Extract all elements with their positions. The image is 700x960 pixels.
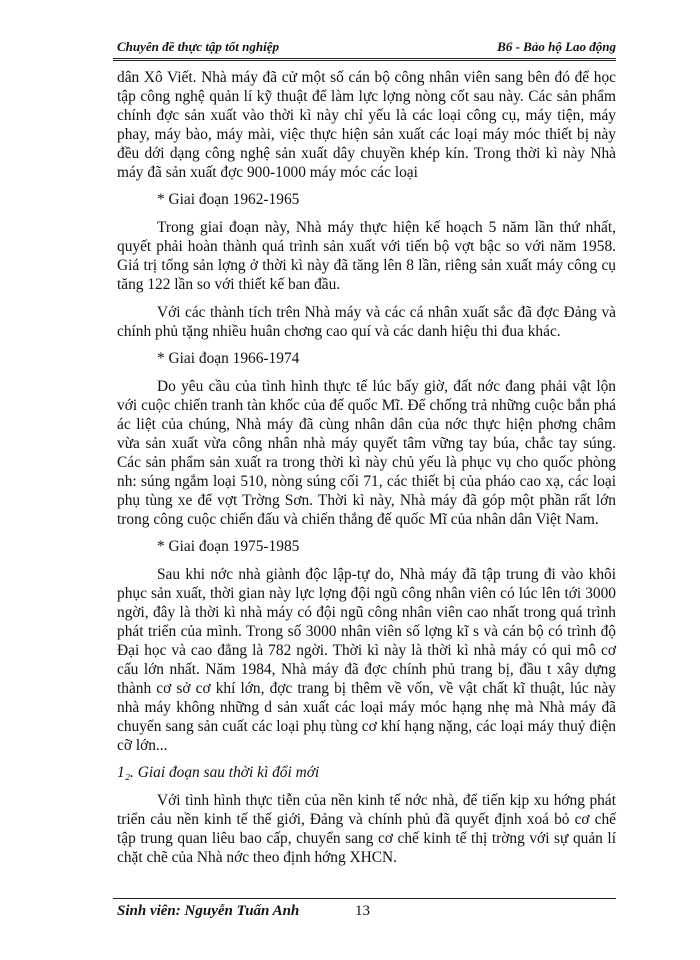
page-number: 13 <box>355 903 370 919</box>
section-heading-1962: * Giai đoạn 1962-1965 <box>157 191 300 208</box>
paragraph-2: Trong giai đoạn này, Nhà máy thực hiện kế hoạch 5 năm lần thứ nhất, quyết phải hoàn thành quá trình sản xuất với tiến bộ vợt bậc so với năm 1958. Giá trị tổng sản lợng ở thời kì này đã tăng lên 8 lần, riêng sản xuất máy công cụ tăng 122 lần so với thiết kế ban đầu. <box>117 219 616 293</box>
footer-student: Sinh viên: Nguyễn Tuấn Anh <box>117 903 300 919</box>
section-heading-1975: * Giai đoạn 1975-1985 <box>157 538 300 555</box>
page-header <box>113 36 616 61</box>
paragraph-4: Do yêu cầu của tình hình thực tế lúc bấy giờ, đất nớc đang phải vật lộn với cuộc chiến tranh tàn khốc của đế quốc Mĩ. Để chống trả những cuộc bắn phá ác liệt của chúng, Nhà máy đã cùng nhân dân của nớc thực hiện phơng châm vừa sản xuất vừa công nhân nhà máy quyết tâm vững tay búa, chắc tay súng. Các sản phẩm sản xuất ra trong thời kì này chủ yếu là phục vụ cho quốc phòng nh: súng ngắm loại 510, nòng súng cối 71, các thiết bị của pháo cao xạ, các loại phụ tùng xe để vợt Trờng Sơn. Thời kì này, Nhà máy đã góp một phần rất lớn trong công cuộc chiến đấu và chiến thắng đế quốc Mĩ của nhân dân Việt Nam. <box>117 378 616 528</box>
paragraph-3: Với các thành tích trên Nhà máy và các cá nhân xuất sắc đã đợc Đảng và chính phủ tặng nhiều huân chơng cao quí và các danh hiệu thi đua khác. <box>117 304 616 340</box>
section-heading-1966: * Giai đoạn 1966-1974 <box>157 350 300 367</box>
subsection-heading: 1₂. Giai đoạn sau thời kì đổi mới <box>117 764 320 781</box>
header-title-left: Chuyên đề thực tập tốt nghiệp <box>117 39 279 54</box>
page-body <box>117 68 616 867</box>
footer-divider <box>113 898 616 899</box>
header-title-right: B6 - Bảo hộ Lao động <box>497 39 616 54</box>
paragraph-6: Với tình hình thực tiễn của nền kinh tế nớc nhà, để tiến kịp xu hớng phát triển cảu nền kinh tế thế giới, Đảng và chính phủ đã quyết định xoá bỏ cơ chế tập trung quan liêu bao cấp, chuyển sang cơ chế kinh tế thị trờng với sự quản lí chặt chẽ của Nhà nớc theo định hớng XHCN. <box>117 792 616 866</box>
paragraph-5: Sau khi nớc nhà giành độc lập-tự do, Nhà máy đã tập trung đi vào khôi phục sản xuất, thời gian này lực lợng đội ngũ công nhân viên có lúc lên tới 3000 ngời, đây là thời kì nhà máy có đội ngũ công nhân viên cao nhất trong quá trình phát triển của mình. Trong số 3000 nhân viên số lợng kĩ s và cán bộ có trình độ Đại học và cao đẳng là 782 ngời. Thời kì này là thời kì nhà máy có qui mô cơ cấu lớn nhất. Năm 1984, Nhà máy đã đợc chính phủ trang bị, đầu t xây dựng thành cơ sở cơ khí lớn, đợc trang bị thêm về vốn, về vật chất kĩ thuật, lúc này nhà máy không những d sản xuất các loại máy móc hạng nhẹ mà Nhà máy đã chuyển sang sản cuất các loại phụ tùng cơ khí hạng nặng, các loại máy thuỷ điện cỡ lớn... <box>117 566 616 754</box>
paragraph-1: dân Xô Viết. Nhà máy đã cử một số cán bộ công nhân viên sang bên đó để học tập công nghệ quản lí kỹ thuật để làm lực lợng nòng cốt sau này. Các sản phẩm chính đợc sản xuất vào thời kì này chỉ yếu là các loại công cụ, máy tiện, máy phay, máy bào, máy mài, việc thực hiện sản xuất các loại máy móc thiết bị này đều dới dạng công nghệ sản xuất dây chuyền khép kín. Trong thời kì này Nhà máy đã sản xuất đợc 900-1000 máy móc các loại <box>117 69 616 181</box>
